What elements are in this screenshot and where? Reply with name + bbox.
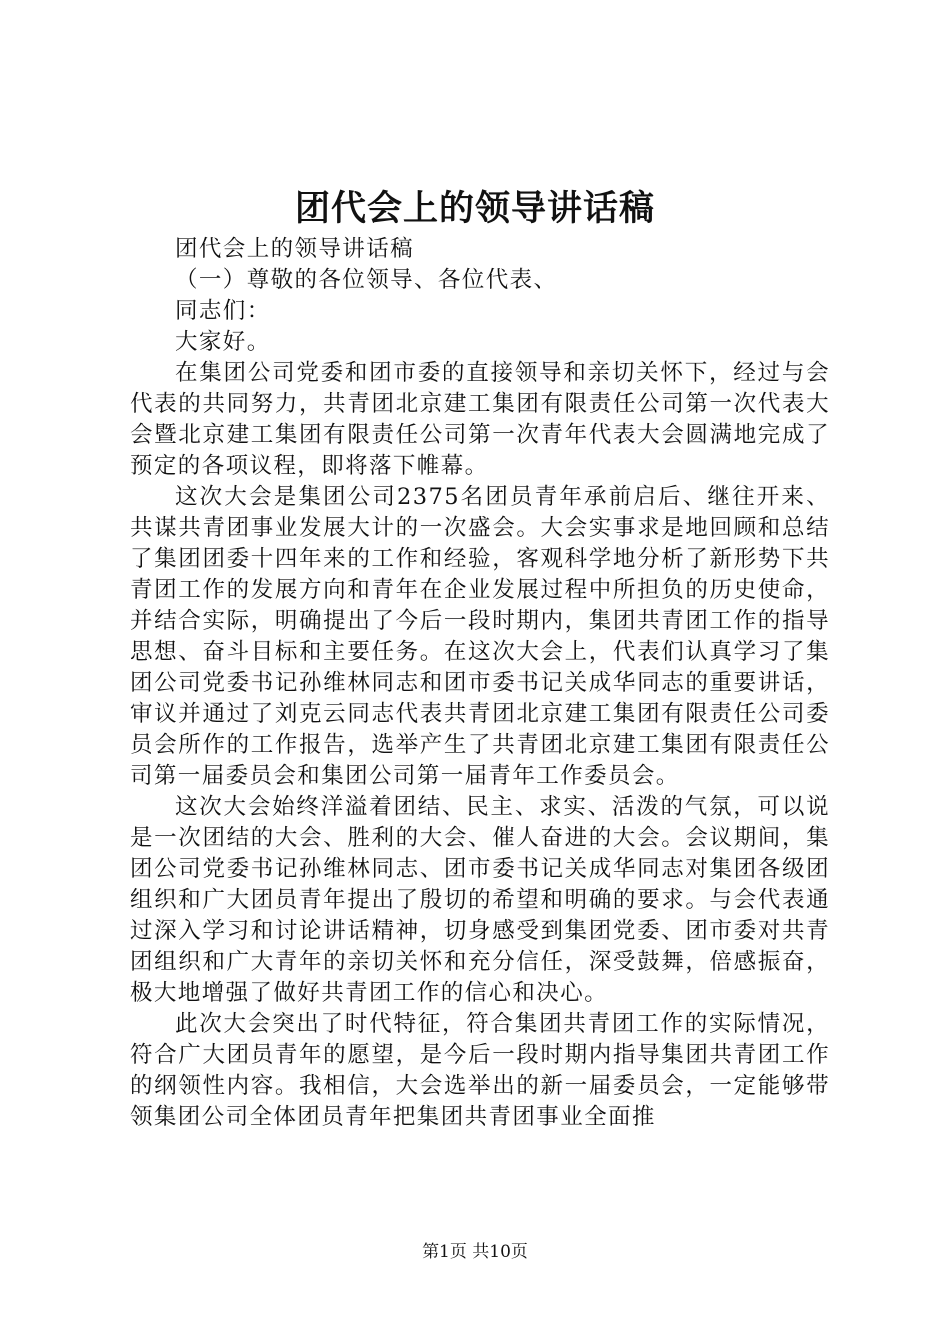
page-number-footer: 第1页 共10页 xyxy=(422,1242,528,1262)
paragraph-body: 这次大会是集团公司2375名团员青年承前启后、继往开来、共谋共青团事业发展大计的一次盛会。大会实事求是地回顾和总结了集团团委十四年来的工作和经验，客观科学地分析了新形势下共青团工作的发展方向和青年在企业发展过程中所担负的历史使命，并结合实际，明确提出了今后一段时期内，集团共青团工作的指导思想、奋斗目标和主要任务。在这次大会上，代表们认真学习了集团公司党委书记孙维林同志和团市委书记关成华同志的重要讲话，审议并通过了刘克云同志代表共青团北京建工集团有限责任公司委员会所作的工作报告，选举产生了共青团北京建工集团有限责任公司第一届委员会和集团公司第一届青年工作委员会。 xyxy=(130,484,830,789)
document-body xyxy=(130,234,830,1133)
paragraph-body: 此次大会突出了时代特征，符合集团共青团工作的实际情况，符合广大团员青年的愿望，是今后一段时期内指导集团共青团工作的纲领性内容。我相信，大会选举出的新一届委员会，一定能够带领集团公司全体团员青年把集团共青团事业全面推 xyxy=(130,1011,830,1130)
paragraph-body: 在集团公司党委和团市委的直接领导和亲切关怀下，经过与会代表的共同努力，共青团北京建工集团有限责任公司第一次代表大会暨北京建工集团有限责任公司第一次青年代表大会圆满地完成了预定的各项议程，即将落下帷幕。 xyxy=(130,360,830,479)
paragraph-subtitle: 团代会上的领导讲话稿 xyxy=(175,236,415,262)
paragraph-salutation: （一）尊敬的各位领导、各位代表、 xyxy=(175,267,558,293)
document-title: 团代会上的领导讲话稿 xyxy=(294,188,655,229)
paragraph-comrades: 同志们： xyxy=(175,298,271,324)
paragraph-body: 这次大会始终洋溢着团结、民主、求实、活泼的气氛，可以说是一次团结的大会、胜利的大会、催人奋进的大会。会议期间，集团公司党委书记孙维林同志、团市委书记关成华同志对集团各级团组织和广大团员青年提出了殷切的希望和明确的要求。与会代表通过深入学习和讨论讲话精神，切身感受到集团党委、团市委对共青团组织和广大青年的亲切关怀和充分信任，深受鼓舞，倍感振奋，极大地增强了做好共青团工作的信心和决心。 xyxy=(130,794,830,1006)
paragraph-greeting: 大家好。 xyxy=(175,329,271,355)
